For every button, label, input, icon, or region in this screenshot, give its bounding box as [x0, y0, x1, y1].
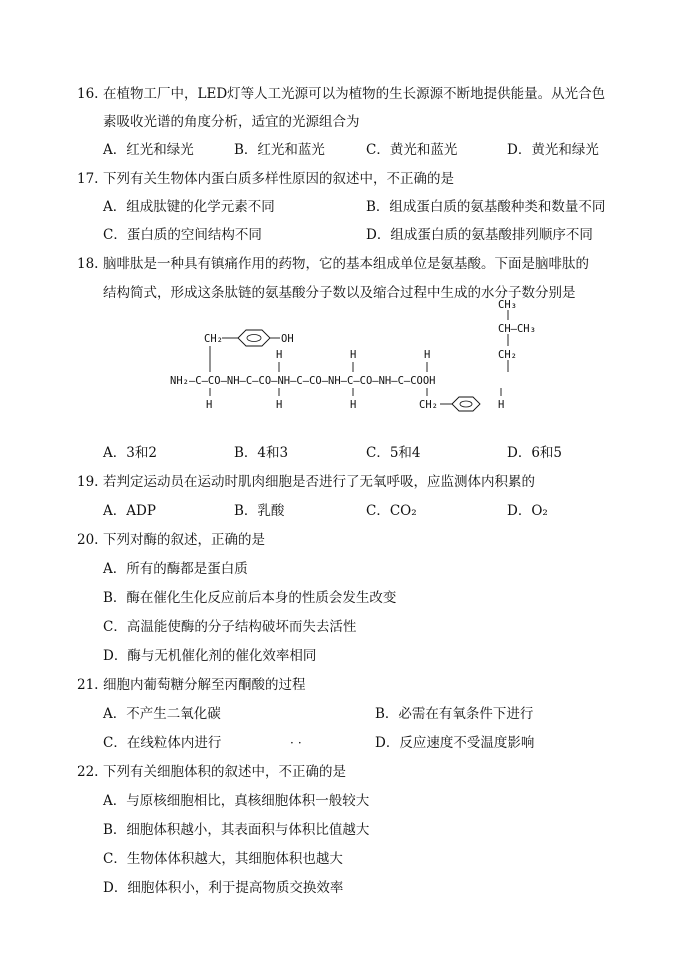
enkephalin-structure	[160, 296, 560, 416]
question-stem-continued: 结构简式，形成这条肽链的氨基酸分子数以及缩合过程中生成的水分子数分别是	[103, 285, 576, 301]
question-number: 22.	[77, 764, 99, 780]
question-stem-continued: 素吸收光谱的角度分析，适宜的光源组合为	[103, 114, 360, 130]
option-c: C．在线粒体内进行	[103, 735, 222, 751]
h-atom: H	[498, 399, 505, 411]
option-d: D．6和5	[507, 445, 563, 461]
question-stem: 下列对酶的叙述，正确的是	[103, 532, 265, 548]
question-number: 18.	[77, 256, 99, 272]
question-stem: 下列有关细胞体积的叙述中，不正确的是	[103, 764, 346, 780]
question-stem: 细胞内葡萄糖分解至丙酮酸的过程	[103, 677, 306, 693]
question-stem: 脑啡肽是一种具有镇痛作用的药物，它的基本组成单位是氨基酸。下面是脑啡肽的	[103, 256, 589, 272]
option-c: C．高温能使酶的分子结构破坏而失去活性	[103, 619, 357, 635]
question-number: 16.	[77, 86, 99, 102]
option-d: D．黄光和绿光	[507, 142, 599, 158]
option-b: B．必需在有氧条件下进行	[375, 706, 534, 722]
question-number: 20.	[77, 532, 99, 548]
option-b: B．红光和蓝光	[234, 142, 325, 158]
option-a: A．ADP	[103, 503, 156, 519]
option-d: D．酶与无机催化剂的催化效率相同	[103, 648, 317, 664]
option-a: A．红光和绿光	[103, 142, 194, 158]
option-b: B．4和3	[234, 445, 289, 461]
option-b: B．酶在催化生化反应前后本身的性质会发生改变	[103, 590, 397, 606]
h-atom: H	[424, 349, 431, 361]
option-d: D．反应速度不受温度影响	[375, 735, 535, 751]
question-number: 17.	[77, 171, 99, 187]
r1-ch2: CH₂	[204, 333, 223, 345]
h-atom: H	[350, 349, 357, 361]
question-number: 21.	[77, 677, 99, 693]
option-a: A．组成肽键的化学元素不同	[103, 199, 275, 215]
option-c: C．生物体体积越大，其细胞体积也越大	[103, 851, 343, 867]
option-b: B．细胞体积越小，其表面积与体积比值越大	[103, 822, 370, 838]
h-atom: H	[276, 349, 283, 361]
benzene-ring-1	[238, 330, 270, 346]
h-atom: H	[206, 399, 213, 411]
question-stem: 下列有关生物体内蛋白质多样性原因的叙述中，不正确的是	[103, 171, 454, 187]
r5-ch3: CH₃	[498, 299, 517, 311]
option-c: C．CO₂	[366, 503, 417, 519]
option-d: D．O₂	[507, 503, 548, 519]
option-c: C．蛋白质的空间结构不同	[103, 227, 262, 243]
option-c: C．5和4	[366, 445, 421, 461]
option-a: A．3和2	[103, 445, 157, 461]
option-b: B．乳酸	[234, 503, 285, 519]
option-a: A．与原核细胞相比，真核细胞体积一般较大	[103, 793, 370, 809]
r5-ch: CH—CH₃	[498, 323, 536, 335]
benzene-ring-2	[452, 397, 480, 411]
emphasis-dots: ··	[290, 736, 306, 750]
r5-ch2: CH₂	[498, 349, 517, 361]
question-stem: 若判定运动员在运动时肌肉细胞是否进行了无氧呼吸，应监测体内积累的	[103, 474, 535, 490]
option-a: A．不产生二氧化碳	[103, 706, 221, 722]
h-atom: H	[350, 399, 357, 411]
main-chain: NH₂—C—CO—NH—C—CO—NH—C—CO—NH—C—CO—NH—C—COOH	[170, 375, 436, 387]
h-atom: H	[276, 399, 283, 411]
r4-ch2: CH₂	[419, 399, 438, 411]
option-b: B．组成蛋白质的氨基酸种类和数量不同	[366, 199, 606, 215]
option-c: C．黄光和蓝光	[366, 142, 458, 158]
option-a: A．所有的酶都是蛋白质	[103, 561, 248, 577]
option-d: D．组成蛋白质的氨基酸排列顺序不同	[366, 227, 593, 243]
question-stem: 在植物工厂中，LED灯等人工光源可以为植物的生长源源不断地提供能量。从光合色	[103, 86, 606, 102]
question-number: 19.	[77, 474, 99, 490]
option-d: D．细胞体积小，利于提高物质交换效率	[103, 880, 344, 896]
hydroxyl: OH	[281, 333, 294, 345]
